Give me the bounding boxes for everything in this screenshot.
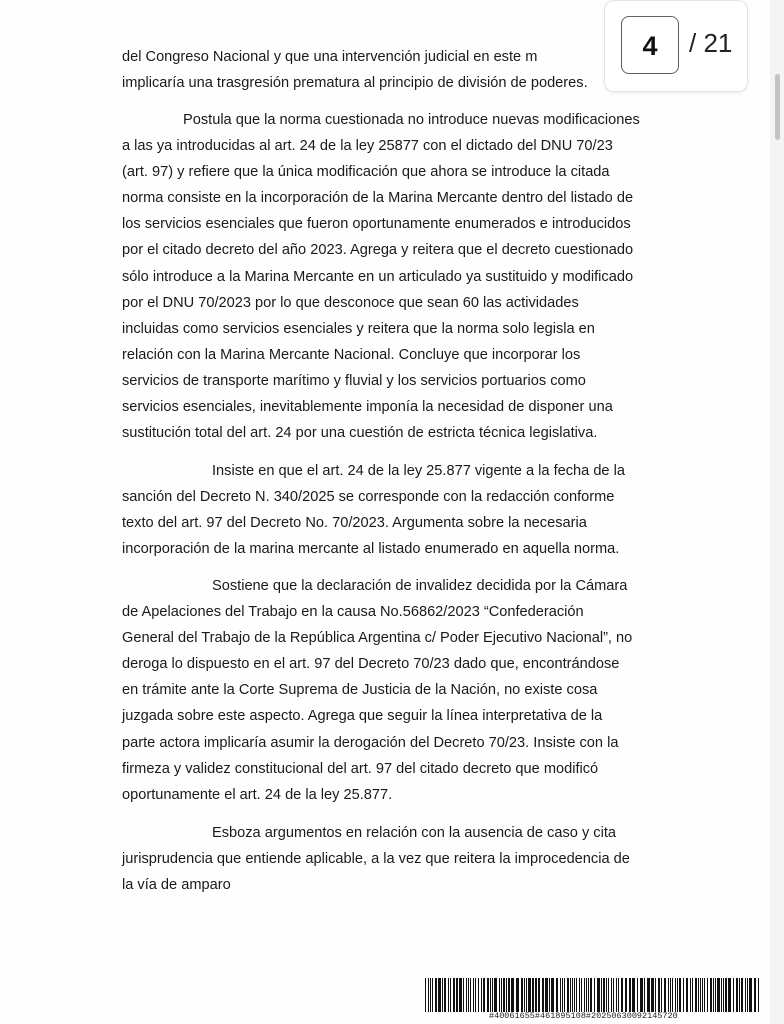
barcode-bar — [450, 978, 451, 1012]
barcode-bar — [651, 978, 654, 1012]
barcode-bar — [492, 978, 493, 1012]
barcode-bar — [677, 978, 678, 1012]
barcode-bar — [532, 978, 534, 1012]
paragraph-line: jurisprudencia que entiende aplicable, a la vez que reitera la improcedencia de — [122, 851, 630, 868]
paragraph-line: juzgada sobre este aspecto. Agrega que seguir la línea interpretativa de la — [122, 708, 603, 725]
barcode-bar — [637, 978, 638, 1012]
paragraph-line: (art. 97) y refiere que la única modificación que ahora se introduce la citada — [122, 164, 610, 181]
barcode-bar — [739, 978, 740, 1012]
paragraph-line: Esboza argumentos en relación con la ausencia de caso y cita — [212, 825, 617, 841]
barcode-bar — [741, 978, 743, 1012]
barcode-bar — [686, 978, 688, 1012]
barcode-bar — [603, 978, 605, 1012]
paragraph-line: de Apelaciones del Trabajo en la causa No.56862/2023 “Confederación — [122, 604, 584, 621]
barcode-bar — [481, 978, 482, 1012]
barcode-bar — [668, 978, 669, 1012]
paragraph-line: parte actora implicaría asumir la derogación del Decreto 70/23. Insiste con la — [122, 734, 619, 751]
barcode — [424, 978, 762, 1012]
barcode-bar — [499, 978, 500, 1012]
barcode-bar — [508, 978, 510, 1012]
barcode-bar — [613, 978, 614, 1012]
barcode-bar — [524, 978, 525, 1012]
barcode-bar — [616, 978, 617, 1012]
paragraph-2 — [122, 107, 659, 446]
barcode-bar — [562, 978, 563, 1012]
barcode-bar — [542, 978, 544, 1012]
barcode-bar — [430, 978, 431, 1012]
barcode-bar — [611, 978, 612, 1012]
barcode-bar — [503, 978, 505, 1012]
barcode-bar — [713, 978, 714, 1012]
barcode-bar — [698, 978, 699, 1012]
barcode-bar — [601, 978, 602, 1012]
paragraph-line: Insiste en que el art. 24 de la ley 25.877 vigente a la fecha de la — [212, 463, 625, 479]
barcode-bar — [683, 978, 684, 1012]
barcode-bar — [551, 978, 554, 1012]
paragraph-line: sustitución total del art. 24 por una cuestión de estricta técnica legislativa. — [122, 425, 598, 442]
barcode-bar — [664, 978, 666, 1012]
paragraph-line: Postula que la norma cuestionada no introduce nuevas modificaciones — [183, 112, 640, 128]
barcode-bar — [528, 978, 531, 1012]
barcode-bar — [475, 978, 476, 1012]
barcode-bar — [435, 978, 437, 1012]
barcode-bar — [640, 978, 643, 1012]
paragraph-line: norma consiste en la incorporación de la Marina Mercante dentro del listado de — [122, 190, 634, 207]
barcode-bar — [466, 978, 467, 1012]
barcode-bar — [549, 978, 550, 1012]
barcode-bar — [535, 978, 537, 1012]
barcode-bar — [438, 978, 441, 1012]
barcode-bar — [736, 978, 738, 1012]
barcode-bar — [715, 978, 716, 1012]
barcode-bar — [658, 978, 660, 1012]
barcode-bar — [710, 978, 712, 1012]
barcode-bar — [679, 978, 681, 1012]
paragraph-line: por el citado decreto del año 2023. Agrega y reitera que el decreto cuestionado — [122, 242, 634, 259]
paragraph-line: sólo introduce a la Marina Mercante en un articulado ya sustituido y modificado — [122, 268, 634, 285]
barcode-bar — [516, 978, 519, 1012]
paragraph-line: Sostiene que la declaración de invalidez decidida por la Cámara — [212, 578, 628, 594]
barcode-bar — [745, 978, 746, 1012]
barcode-bar — [661, 978, 662, 1012]
barcode-bar — [526, 978, 527, 1012]
barcode-bar — [564, 978, 565, 1012]
barcode-bar — [707, 978, 708, 1012]
barcode-bar — [733, 978, 734, 1012]
barcode-bar — [754, 978, 756, 1012]
barcode-bar — [695, 978, 697, 1012]
barcode-bar — [442, 978, 443, 1012]
barcode-bar — [655, 978, 656, 1012]
barcode-bar — [588, 978, 589, 1012]
barcode-bar — [501, 978, 502, 1012]
current-page-input[interactable]: 4 — [621, 16, 679, 74]
barcode-bar — [459, 978, 462, 1012]
scrollbar-thumb[interactable] — [775, 74, 780, 140]
paragraph-line: servicios de transporte marítimo y fluvial y los servicios portuarios como — [122, 372, 586, 389]
barcode-bar — [670, 978, 671, 1012]
barcode-bar — [606, 978, 607, 1012]
barcode-bar — [545, 978, 548, 1012]
barcode-bar — [483, 978, 485, 1012]
barcode-bar — [644, 978, 645, 1012]
barcode-bar — [690, 978, 691, 1012]
barcode-bar — [538, 978, 540, 1012]
scrollbar-track[interactable] — [770, 0, 784, 1024]
barcode-bar — [576, 978, 577, 1012]
barcode-bar — [453, 978, 455, 1012]
barcode-bar — [432, 978, 433, 1012]
paragraph-1 — [122, 44, 659, 96]
barcode-bar — [506, 978, 507, 1012]
paragraph-line: la vía de amparo — [122, 877, 231, 894]
barcode-bar — [487, 978, 489, 1012]
barcode-bar — [608, 978, 609, 1012]
barcode-bar — [478, 978, 479, 1012]
barcode-bar — [428, 978, 429, 1012]
barcode-bar — [717, 978, 720, 1012]
barcode-bar — [425, 978, 426, 1012]
barcode-bar — [675, 978, 676, 1012]
barcode-bar — [586, 978, 587, 1012]
paragraph-line: implicaría una trasgresión prematura al principio de división de poderes. — [122, 75, 588, 92]
barcode-bar — [490, 978, 491, 1012]
paragraph-line: deroga lo dispuesto en el art. 97 del Decreto 70/23 dado que, encontrándose — [122, 656, 620, 673]
barcode-bar — [621, 978, 623, 1012]
paragraph-line: relación con la Marina Mercante Nacional. Concluye que incorporar los — [122, 346, 581, 363]
paragraph-line: General del Trabajo de la República Argentina c/ Poder Ejecutivo Nacional”, no — [122, 630, 633, 647]
barcode-bar — [473, 978, 474, 1012]
barcode-bar — [444, 978, 446, 1012]
barcode-bar — [494, 978, 497, 1012]
barcode-bar — [704, 978, 705, 1012]
barcode-number: #40061655#461895108#20250630092145720 — [489, 1011, 678, 1021]
barcode-bar — [579, 978, 580, 1012]
barcode-bar — [723, 978, 724, 1012]
barcode-bar — [728, 978, 731, 1012]
paragraph-line: del Congreso Nacional y que una intervención judicial en este m — [122, 49, 538, 65]
barcode-bar — [629, 978, 631, 1012]
barcode-bar — [567, 978, 569, 1012]
barcode-bar — [692, 978, 693, 1012]
barcode-bar — [647, 978, 650, 1012]
barcode-bar — [749, 978, 752, 1012]
barcode-bar — [521, 978, 523, 1012]
paragraph-line: a las ya introducidas al art. 24 de la ley 25877 con el dictado del DNU 70/23 — [122, 138, 613, 155]
barcode-bar — [456, 978, 458, 1012]
barcode-bar — [747, 978, 748, 1012]
paragraph-4 — [122, 573, 659, 808]
barcode-bar — [448, 978, 449, 1012]
barcode-bar — [511, 978, 514, 1012]
barcode-bar — [556, 978, 558, 1012]
total-pages-label: / 21 — [689, 28, 733, 58]
barcode-bar — [618, 978, 619, 1012]
paragraph-line: oportunamente el art. 24 de la ley 25.877. — [122, 786, 393, 803]
paragraph-line: incluidas como servicios esenciales y reitera que la norma solo legisla en — [122, 320, 595, 337]
paragraph-line: por el DNU 70/2023 por lo que desconoce que sean 60 las actividades — [122, 294, 579, 311]
paragraph-line: firmeza y validez constitucional del art. 97 del citado decreto que modificó — [122, 760, 599, 777]
page-indicator — [604, 0, 748, 92]
barcode-bar — [632, 978, 635, 1012]
paragraph-line: sanción del Decreto N. 340/2025 se corresponde con la redacción conforme — [122, 489, 615, 506]
paragraph-line: en trámite ante la Corte Suprema de Justicia de la Nación, no existe cosa — [122, 682, 598, 699]
paragraph-line: servicios esenciales, inevitablemente imponía la necesidad de disponer una — [122, 399, 613, 416]
barcode-bar — [470, 978, 471, 1012]
paragraph-5 — [122, 820, 659, 898]
barcode-bar — [721, 978, 722, 1012]
paragraph-3 — [122, 458, 659, 562]
barcode-bar — [581, 978, 582, 1012]
barcode-bar — [725, 978, 727, 1012]
paragraph-line: los servicios esenciales que fueron oportunamente enumerados e introducidos — [122, 216, 631, 233]
barcode-bar — [570, 978, 571, 1012]
barcode-bar — [700, 978, 701, 1012]
barcode-bar — [758, 978, 759, 1012]
barcode-bar — [672, 978, 673, 1012]
barcode-bar — [590, 978, 592, 1012]
barcode-bar — [574, 978, 575, 1012]
barcode-bar — [625, 978, 627, 1012]
barcode-bar — [572, 978, 573, 1012]
paragraph-line: incorporación de la marina mercante al listado enumerado en aquella norma. — [122, 541, 620, 558]
barcode-bar — [560, 978, 561, 1012]
barcode-bar — [584, 978, 585, 1012]
barcode-bar — [468, 978, 469, 1012]
barcode-bar — [702, 978, 703, 1012]
paragraph-line: texto del art. 97 del Decreto No. 70/2023. Argumenta sobre la necesaria — [122, 515, 587, 532]
barcode-bar — [463, 978, 464, 1012]
barcode-bar — [594, 978, 595, 1012]
barcode-bar — [597, 978, 600, 1012]
